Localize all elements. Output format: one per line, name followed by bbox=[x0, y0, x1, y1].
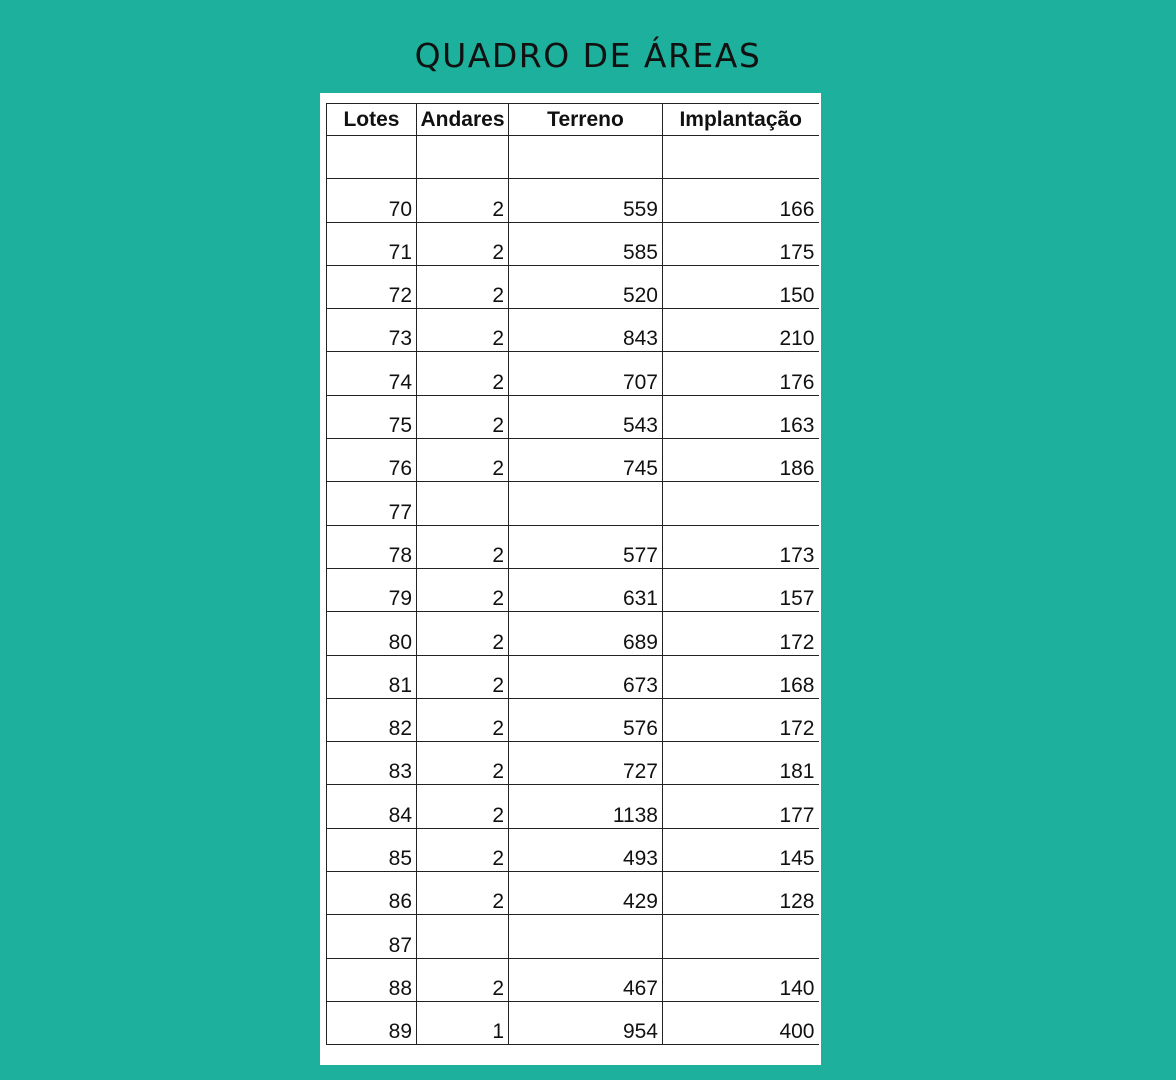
cell-terreno: 673 bbox=[509, 655, 663, 698]
table-row bbox=[327, 439, 819, 482]
cell-implantacao: 210 bbox=[663, 309, 819, 352]
table-row bbox=[327, 265, 819, 308]
cell-terreno: 520 bbox=[509, 265, 663, 308]
cell-terreno: 585 bbox=[509, 222, 663, 265]
cell-andares: 2 bbox=[417, 525, 509, 568]
cell-andares: 2 bbox=[417, 179, 509, 222]
cell-implantacao: 145 bbox=[663, 828, 819, 871]
cell-implantacao: 140 bbox=[663, 958, 819, 1001]
table-row bbox=[327, 482, 819, 525]
cell-terreno: 493 bbox=[509, 828, 663, 871]
table-row bbox=[327, 395, 819, 438]
cell-terreno: 727 bbox=[509, 742, 663, 785]
cell-lote: 84 bbox=[327, 785, 417, 828]
cell-andares: 2 bbox=[417, 265, 509, 308]
cell-terreno: 429 bbox=[509, 872, 663, 915]
cell-andares: 2 bbox=[417, 612, 509, 655]
header-andares: Andares bbox=[417, 104, 509, 136]
table-row bbox=[327, 698, 819, 741]
cell-implantacao: 172 bbox=[663, 612, 819, 655]
cell-implantacao: 172 bbox=[663, 698, 819, 741]
table-row bbox=[327, 222, 819, 265]
table-body bbox=[327, 136, 819, 1045]
table-header-row bbox=[327, 104, 819, 136]
header-terreno: Terreno bbox=[509, 104, 663, 136]
table-row bbox=[327, 568, 819, 611]
cell-terreno: 467 bbox=[509, 958, 663, 1001]
cell-lote: 79 bbox=[327, 568, 417, 611]
cell-implantacao bbox=[663, 915, 819, 958]
cell-implantacao: 128 bbox=[663, 872, 819, 915]
cell-andares: 2 bbox=[417, 352, 509, 395]
table-row bbox=[327, 179, 819, 222]
table-row bbox=[327, 655, 819, 698]
cell-terreno: 745 bbox=[509, 439, 663, 482]
cell-implantacao bbox=[663, 136, 819, 179]
cell-andares bbox=[417, 136, 509, 179]
cell-andares: 2 bbox=[417, 395, 509, 438]
cell-implantacao: 177 bbox=[663, 785, 819, 828]
cell-implantacao: 157 bbox=[663, 568, 819, 611]
cell-lote: 75 bbox=[327, 395, 417, 438]
page-title: QUADRO DE ÁREAS bbox=[414, 36, 762, 75]
cell-lote bbox=[327, 136, 417, 179]
cell-andares: 2 bbox=[417, 698, 509, 741]
cell-andares: 2 bbox=[417, 742, 509, 785]
cell-implantacao: 181 bbox=[663, 742, 819, 785]
cell-andares: 1 bbox=[417, 1001, 509, 1044]
cell-terreno: 559 bbox=[509, 179, 663, 222]
cell-andares: 2 bbox=[417, 309, 509, 352]
cell-implantacao: 186 bbox=[663, 439, 819, 482]
cell-lote: 82 bbox=[327, 698, 417, 741]
cell-andares bbox=[417, 915, 509, 958]
cell-terreno: 1138 bbox=[509, 785, 663, 828]
cell-lote: 71 bbox=[327, 222, 417, 265]
cell-lote: 74 bbox=[327, 352, 417, 395]
cell-lote: 87 bbox=[327, 915, 417, 958]
table-row bbox=[327, 1001, 819, 1044]
table-row bbox=[327, 612, 819, 655]
cell-implantacao: 400 bbox=[663, 1001, 819, 1044]
table-row bbox=[327, 872, 819, 915]
table-row bbox=[327, 309, 819, 352]
cell-implantacao bbox=[663, 482, 819, 525]
table-row bbox=[327, 915, 819, 958]
cell-lote: 85 bbox=[327, 828, 417, 871]
table-row bbox=[327, 785, 819, 828]
table-sheet bbox=[320, 93, 821, 1065]
cell-terreno: 689 bbox=[509, 612, 663, 655]
cell-andares: 2 bbox=[417, 439, 509, 482]
cell-andares bbox=[417, 482, 509, 525]
cell-implantacao: 150 bbox=[663, 265, 819, 308]
cell-terreno bbox=[509, 136, 663, 179]
cell-andares: 2 bbox=[417, 785, 509, 828]
cell-lote: 81 bbox=[327, 655, 417, 698]
table-row bbox=[327, 352, 819, 395]
cell-implantacao: 175 bbox=[663, 222, 819, 265]
cell-lote: 80 bbox=[327, 612, 417, 655]
cell-lote: 89 bbox=[327, 1001, 417, 1044]
cell-terreno: 576 bbox=[509, 698, 663, 741]
cell-terreno bbox=[509, 482, 663, 525]
cell-lote: 76 bbox=[327, 439, 417, 482]
cell-andares: 2 bbox=[417, 958, 509, 1001]
cell-terreno: 543 bbox=[509, 395, 663, 438]
cell-terreno: 843 bbox=[509, 309, 663, 352]
cell-lote: 77 bbox=[327, 482, 417, 525]
cell-andares: 2 bbox=[417, 872, 509, 915]
header-lotes: Lotes bbox=[327, 104, 417, 136]
cell-andares: 2 bbox=[417, 568, 509, 611]
cell-terreno: 577 bbox=[509, 525, 663, 568]
cell-andares: 2 bbox=[417, 222, 509, 265]
cell-implantacao: 166 bbox=[663, 179, 819, 222]
cell-terreno: 707 bbox=[509, 352, 663, 395]
areas-table bbox=[326, 103, 819, 1045]
table-row bbox=[327, 742, 819, 785]
cell-lote: 73 bbox=[327, 309, 417, 352]
cell-lote: 86 bbox=[327, 872, 417, 915]
cell-lote: 72 bbox=[327, 265, 417, 308]
cell-implantacao: 163 bbox=[663, 395, 819, 438]
cell-implantacao: 168 bbox=[663, 655, 819, 698]
cell-andares: 2 bbox=[417, 828, 509, 871]
table-row bbox=[327, 525, 819, 568]
cell-lote: 88 bbox=[327, 958, 417, 1001]
cell-lote: 78 bbox=[327, 525, 417, 568]
header-implantacao: Implantação bbox=[663, 104, 819, 136]
table-row bbox=[327, 136, 819, 179]
cell-implantacao: 173 bbox=[663, 525, 819, 568]
cell-lote: 70 bbox=[327, 179, 417, 222]
cell-andares: 2 bbox=[417, 655, 509, 698]
cell-terreno bbox=[509, 915, 663, 958]
cell-terreno: 954 bbox=[509, 1001, 663, 1044]
cell-implantacao: 176 bbox=[663, 352, 819, 395]
table-row bbox=[327, 958, 819, 1001]
cell-lote: 83 bbox=[327, 742, 417, 785]
cell-terreno: 631 bbox=[509, 568, 663, 611]
table-row bbox=[327, 828, 819, 871]
